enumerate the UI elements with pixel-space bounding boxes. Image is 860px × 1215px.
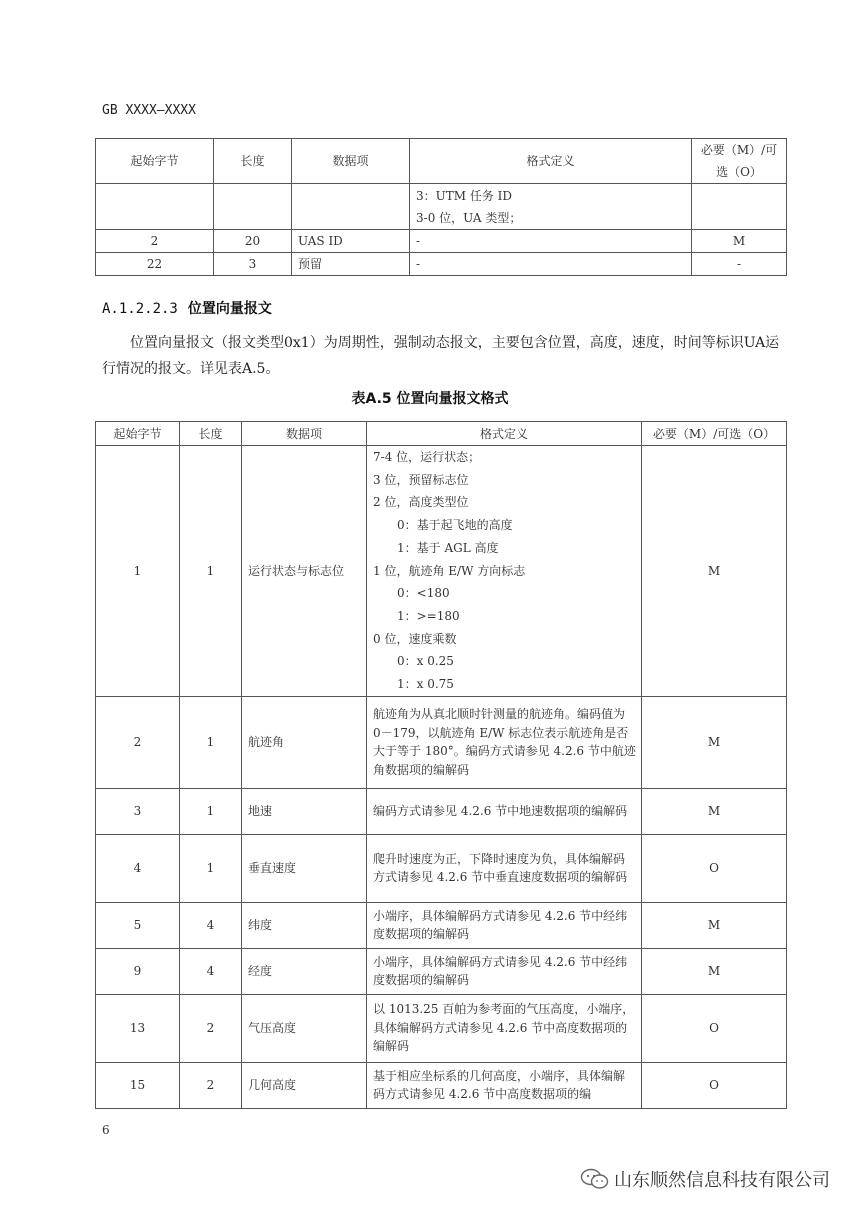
cell-start-byte: 5 bbox=[96, 902, 180, 948]
cell-required: O bbox=[642, 994, 787, 1062]
page-header: GB XXXX—XXXX bbox=[102, 103, 196, 118]
format-line: 0 位，速度乘数 bbox=[373, 631, 457, 646]
format-line: 小端序，具体编解码方式请参见 4.2.6 节中经纬度数据项的编解码 bbox=[373, 908, 628, 942]
format-line: 3 位，预留标志位 bbox=[373, 472, 469, 487]
cell-start-byte: 15 bbox=[96, 1062, 180, 1108]
format-line: 3：UTM 任务 ID bbox=[416, 188, 513, 203]
cell-required: M bbox=[692, 230, 787, 253]
cell-start-byte: 22 bbox=[96, 253, 214, 276]
header-format: 格式定义 bbox=[367, 422, 642, 446]
cell-format bbox=[367, 696, 642, 788]
table-row bbox=[96, 948, 787, 994]
cell-format bbox=[367, 902, 642, 948]
cell-start-byte: 2 bbox=[96, 696, 180, 788]
format-line: 以 1013.25 百帕为参考面的气压高度，小端序，具体编解码方式请参见 4.2.6 节中高度数据项的编解码 bbox=[373, 1002, 635, 1054]
format-line: 编码方式请参见 4.2.6 节中地速数据项的编解码 bbox=[373, 803, 628, 818]
cell-required: M bbox=[642, 446, 787, 697]
format-line: 0：x 0.25 bbox=[397, 654, 454, 669]
cell-length: 2 bbox=[180, 994, 242, 1062]
cell-length: 1 bbox=[180, 696, 242, 788]
cell-length: 1 bbox=[180, 788, 242, 834]
format-line: 2 位，高度类型位 bbox=[373, 495, 469, 510]
table-row bbox=[96, 788, 787, 834]
table-row bbox=[96, 230, 787, 253]
cell-start-byte bbox=[96, 184, 214, 230]
cell-length: 20 bbox=[214, 230, 292, 253]
cell-data-item: 经度 bbox=[242, 948, 367, 994]
format-line: 1：x 0.75 bbox=[397, 677, 454, 692]
cell-length: 1 bbox=[180, 446, 242, 697]
cell-format bbox=[410, 184, 692, 230]
cell-length: 4 bbox=[180, 948, 242, 994]
cell-start-byte: 4 bbox=[96, 834, 180, 902]
cell-required: M bbox=[642, 948, 787, 994]
table-row bbox=[96, 834, 787, 902]
watermark bbox=[580, 1166, 830, 1192]
format-line: 0：基于起飞地的高度 bbox=[397, 518, 513, 533]
table-row bbox=[96, 994, 787, 1062]
format-line: 爬升时速度为正，下降时速度为负，具体编解码方式请参见 4.2.6 节中垂直速度数据项的编解码 bbox=[373, 851, 628, 885]
position-vector-table bbox=[95, 421, 787, 1109]
header-start-byte: 起始字节 bbox=[96, 422, 180, 446]
table-header-row bbox=[96, 422, 787, 446]
cell-format bbox=[367, 446, 642, 697]
cell-length bbox=[214, 184, 292, 230]
cell-length: 1 bbox=[180, 834, 242, 902]
header-data-item: 数据项 bbox=[242, 422, 367, 446]
cell-required: M bbox=[642, 902, 787, 948]
cell-required: - bbox=[692, 253, 787, 276]
format-line: 0：<180 bbox=[397, 586, 450, 601]
cell-start-byte: 2 bbox=[96, 230, 214, 253]
table-row bbox=[96, 696, 787, 788]
cell-data-item: 垂直速度 bbox=[242, 834, 367, 902]
cell-data-item: 地速 bbox=[242, 788, 367, 834]
format-line: 1：>=180 bbox=[397, 608, 460, 623]
table-row bbox=[96, 902, 787, 948]
cell-data-item: 几何高度 bbox=[242, 1062, 367, 1108]
format-line: - bbox=[416, 257, 421, 271]
header-length: 长度 bbox=[180, 422, 242, 446]
cell-required bbox=[692, 184, 787, 230]
section-title: 位置向量报文 bbox=[187, 301, 272, 317]
header-start-byte: 起始字节 bbox=[96, 139, 214, 184]
cell-start-byte: 13 bbox=[96, 994, 180, 1062]
format-line: - bbox=[416, 234, 421, 248]
table-row bbox=[96, 446, 787, 697]
page-number: 6 bbox=[102, 1123, 110, 1137]
cell-required: M bbox=[642, 788, 787, 834]
cell-length: 3 bbox=[214, 253, 292, 276]
body-paragraph: 位置向量报文（报文类型0x1）为周期性，强制动态报文，主要包含位置，高度，速度，时间等标识UA运行情况的报文。详见表A.5。 bbox=[102, 335, 780, 377]
cell-start-byte: 3 bbox=[96, 788, 180, 834]
continued-table bbox=[95, 138, 787, 276]
cell-data-item: 运行状态与标志位 bbox=[242, 446, 367, 697]
header-required: 必要（M）/可选（O） bbox=[692, 139, 787, 184]
cell-format bbox=[410, 253, 692, 276]
table-row bbox=[96, 1062, 787, 1108]
cell-start-byte: 1 bbox=[96, 446, 180, 697]
cell-start-byte: 9 bbox=[96, 948, 180, 994]
cell-length: 4 bbox=[180, 902, 242, 948]
cell-required: O bbox=[642, 1062, 787, 1108]
cell-data-item: 纬度 bbox=[242, 902, 367, 948]
table-row bbox=[96, 184, 787, 230]
cell-required: M bbox=[642, 696, 787, 788]
header-data-item: 数据项 bbox=[292, 139, 410, 184]
cell-required: O bbox=[642, 834, 787, 902]
format-line: 3-0 位，UA 类型； bbox=[416, 210, 522, 225]
wechat-icon bbox=[580, 1168, 610, 1190]
watermark-text: 山东顺然信息科技有限公司 bbox=[614, 1170, 830, 1191]
section-heading bbox=[102, 298, 272, 318]
header-length: 长度 bbox=[214, 139, 292, 184]
header-required: 必要（M）/可选（O） bbox=[642, 422, 787, 446]
format-line: 7-4 位，运行状态； bbox=[373, 450, 481, 464]
cell-format bbox=[410, 230, 692, 253]
cell-data-item: 预留 bbox=[292, 253, 410, 276]
cell-data-item: UAS ID bbox=[292, 230, 410, 253]
format-line: 基于相应坐标系的几何高度，小端序，具体编解码方式请参见 4.2.6 节中高度数据项的编 bbox=[373, 1068, 626, 1102]
format-line: 1 位，航迹角 E/W 方向标志 bbox=[373, 563, 526, 578]
cell-data-item: 航迹角 bbox=[242, 696, 367, 788]
table-header-row bbox=[96, 139, 787, 184]
header-format: 格式定义 bbox=[410, 139, 692, 184]
cell-data-item: 气压高度 bbox=[242, 994, 367, 1062]
format-line: 1：基于 AGL 高度 bbox=[397, 540, 499, 555]
cell-format bbox=[367, 1062, 642, 1108]
table-caption: 表A.5 位置向量报文格式 bbox=[351, 391, 509, 407]
format-line: 小端序，具体编解码方式请参见 4.2.6 节中经纬度数据项的编解码 bbox=[373, 954, 628, 988]
cell-format bbox=[367, 994, 642, 1062]
cell-data-item bbox=[292, 184, 410, 230]
section-number: A.1.2.2.3 bbox=[102, 301, 178, 317]
cell-format bbox=[367, 948, 642, 994]
cell-format bbox=[367, 834, 642, 902]
cell-length: 2 bbox=[180, 1062, 242, 1108]
format-line: 航迹角为从真北顺时针测量的航迹角。编码值为 0－179，以航迹角 E/W 标志位表示航迹角是否大于等于 180°。编码方式请参见 4.2.6 节中航迹角数据项的编解码 bbox=[373, 707, 636, 777]
table-row bbox=[96, 253, 787, 276]
cell-format bbox=[367, 788, 642, 834]
